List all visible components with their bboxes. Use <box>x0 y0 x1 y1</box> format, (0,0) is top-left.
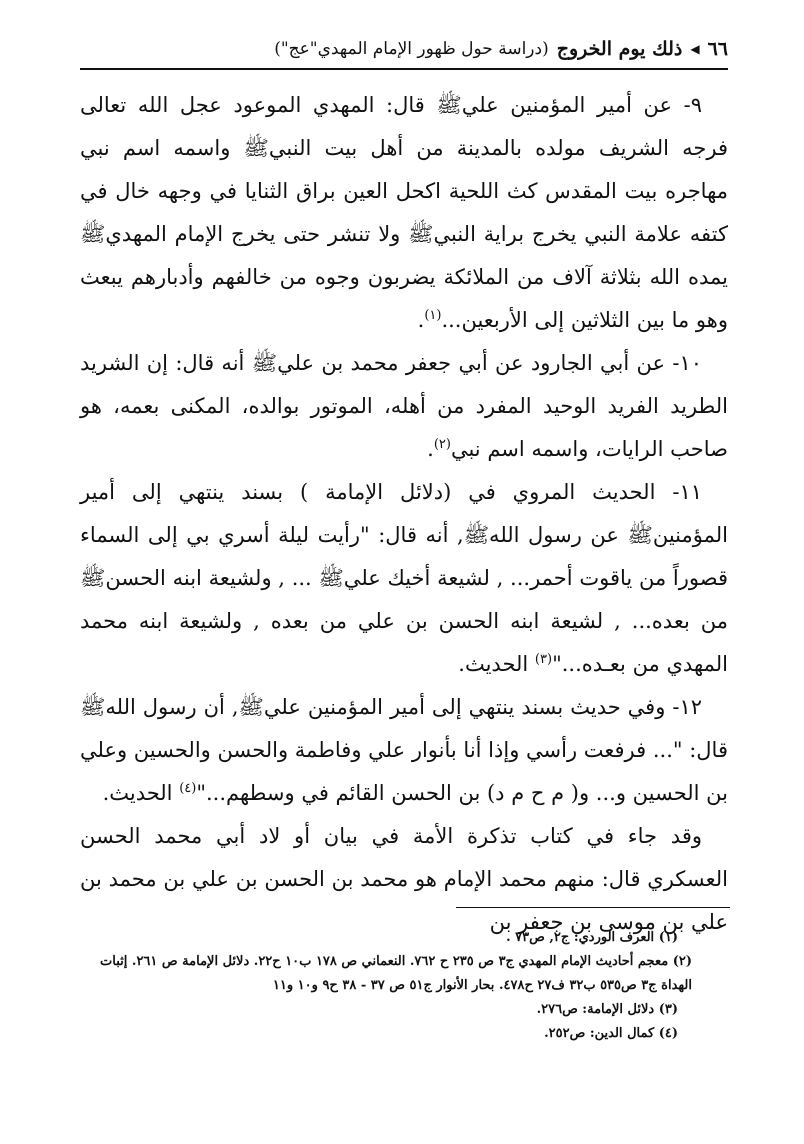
paragraph-hadith-10 <box>80 342 728 471</box>
page-number: ٦٦ <box>707 38 728 60</box>
footnote-ref: (٤) <box>179 781 197 796</box>
paragraph-hadith-9 <box>80 84 728 342</box>
paragraph-text: ١٢- وفي حديث بسند ينتهي إلى أمير المؤمنين عليﷺ, أن رسول اللهﷺ قال: "... فرفعت رأسي وإذا أنا بأنوار علي وفاطمة والحسن والحسين وعلي بن الحسين و... و( م ح م د) بن الحسن القائم في وسطهم..." <box>80 695 728 805</box>
footnote-divider <box>456 907 730 908</box>
book-subtitle: (دراسة حول ظهور الإمام المهدي"عج") <box>274 39 549 59</box>
paragraph-text: ١١- الحديث المروي في (دلائل الإمامة ) بسند ينتهي إلى أمير المؤمنينﷺ عن رسول اللهﷺ, أنه قال: "رأيت ليلة أسري بي إلى السماء قصوراً من ياقوت أحمر... , لشيعة أخيك عليﷺ ... , ولشيعة ابنه الحسنﷺ من بعده... , لشيعة ابنه الحسن بن علي من بعده , ولشيعة ابنه محمد المهدي من بعـده..." <box>80 480 728 676</box>
paragraph-tail: . <box>417 308 425 332</box>
paragraph-hadith-11 <box>80 471 728 686</box>
paragraph-tadhkira <box>80 815 728 944</box>
header-divider <box>80 68 728 70</box>
footnote-3: (٣) دلائل الإمامة: ص٢٧٦. <box>536 1002 678 1017</box>
footnote-ref: (٢) <box>433 437 451 452</box>
footnote-ref: (١) <box>424 308 442 323</box>
running-header <box>80 32 728 66</box>
paragraph-text: وقد جاء في كتاب تذكرة الأمة في بيان أو لاد أبي محمد الحسن العسكري قال: منهم محمد الإمام هو محمد بن الحسن بن علي بن محمد بن علي بن موسى بن جعفر بن <box>80 824 728 934</box>
paragraph-hadith-12 <box>80 686 728 815</box>
footnote-2: (٢) معجم أحاديث الإمام المهدي ج٣ ص ٢٣٥ ح ٧٦٢. النعماني ص ١٧٨ ب١٠ ح٢٢. دلائل الإمامة ص ٢٦١. إثبات الهداة ج٣ ص٥٣٥ ب٣٢ ف٢٧ ح٤٧٨. بحار الأنوار ج٥١ ص ٣٧ - ٣٨ ح٩ و١٠ و١١ <box>100 954 692 993</box>
footnote-ref: (٣) <box>534 652 553 667</box>
footnote-4: (٤) كمال الدين: ص٢٥٢. <box>544 1026 678 1041</box>
paragraph-tail: . <box>427 437 434 461</box>
paragraph-text: ١٠- عن أبي الجارود عن أبي جعفر محمد بن عليﷺ أنه قال: إن الشريد الطريد الفريد الوحيد المفرد من أهله، الموتور بوالده، المكنى بعمه، هو صاحب الرايات، واسمه اسم نبي <box>80 351 728 461</box>
book-title: ذلك يوم الخروج <box>556 38 683 60</box>
footnotes <box>80 926 728 1046</box>
main-text <box>80 84 728 944</box>
footnote-1: (١) العرف الوردي: ج٢, ص٧٣ . <box>506 930 678 945</box>
paragraph-tail: الحديث. <box>458 652 535 676</box>
left-arrow-icon: ◀ <box>690 42 700 56</box>
paragraph-tail: الحديث. <box>102 781 180 805</box>
paragraph-text: ٩- عن أمير المؤمنين عليﷺ قال: المهدي الموعود عجل الله تعالى فرجه الشريف مولده بالمدينة من أهل بيت النبيﷺ واسمه اسم نبي مهاجره بيت المقدس كث اللحية اكحل العين براق الثنايا في وجهه خال في كتفه علامة النبي يخرج براية النبيﷺ ولا تنشر حتى يخرج الإمام المهديﷺ يمده الله بثلاثة آلاف من الملائكة يضربون وجوه من خالفهم وأدبارهم يبعث وهو ما بين الثلاثين إلى الأربعين... <box>80 93 728 332</box>
